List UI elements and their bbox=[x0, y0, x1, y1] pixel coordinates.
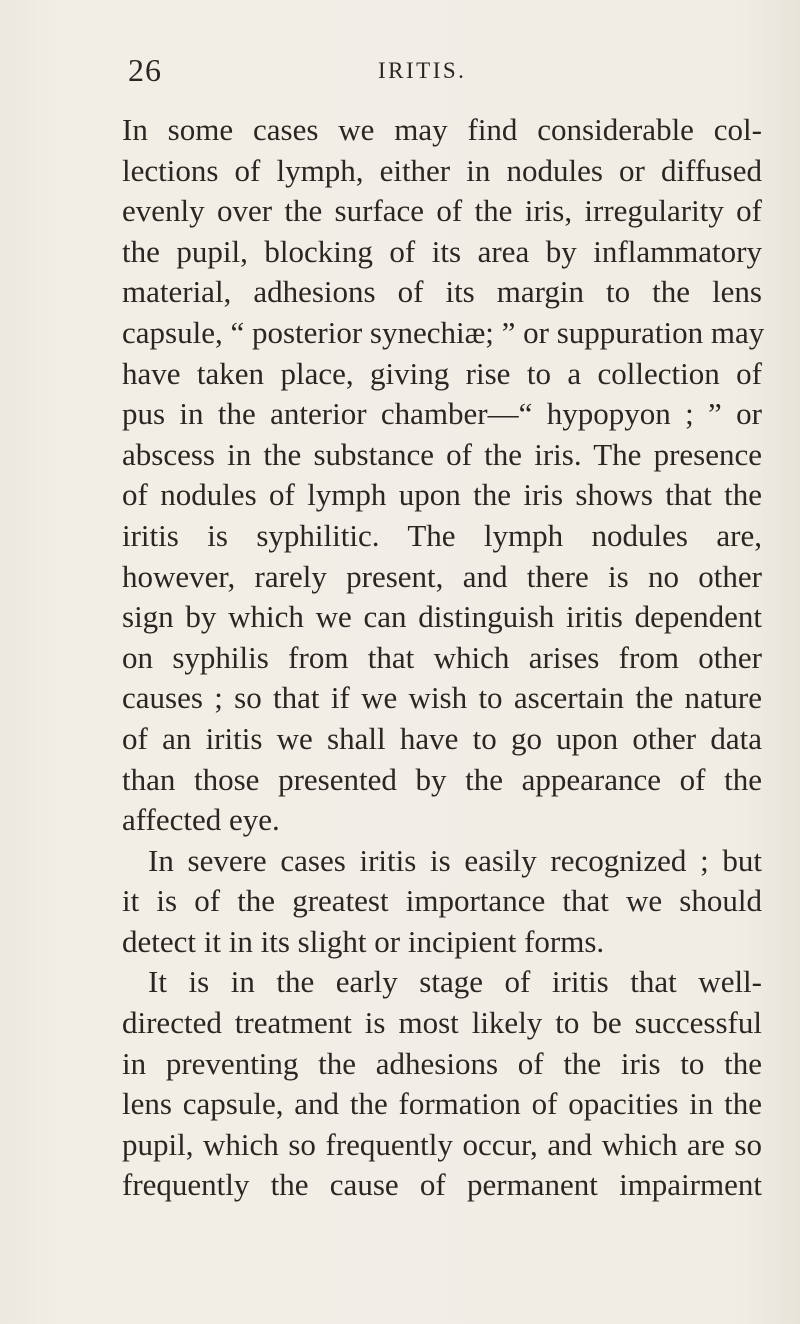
text-line: pupil, which so frequently occur, and which are so bbox=[122, 1126, 762, 1162]
text-line: of nodules of lymph upon the iris shows that the bbox=[122, 477, 762, 513]
text-line: however, rarely present, and there is no other bbox=[122, 558, 762, 594]
text-line: the pupil, blocking of its area by inflammatory bbox=[122, 233, 762, 269]
text-line: It is in the early stage of iritis that well- bbox=[148, 964, 762, 1000]
text-line: abscess in the substance of the iris. The presence bbox=[122, 436, 762, 472]
text-line: causes ; so that if we wish to ascertain the nature bbox=[122, 680, 762, 716]
text-line: material, adhesions of its margin to the lens bbox=[122, 274, 762, 310]
text-line: affected eye. bbox=[122, 802, 280, 838]
text-line: it is of the greatest importance that we should bbox=[122, 883, 762, 919]
text-line: of an iritis we shall have to go upon other data bbox=[122, 720, 762, 756]
text-line: pus in the anterior chamber—“ hypopyon ; ” or bbox=[122, 396, 762, 432]
text-line: in preventing the adhesions of the iris to the bbox=[122, 1045, 762, 1081]
text-line: evenly over the surface of the iris, irregularity of bbox=[122, 193, 762, 229]
text-line: have taken place, giving rise to a collection of bbox=[122, 355, 762, 391]
text-line: on syphilis from that which arises from other bbox=[122, 639, 762, 675]
body-text bbox=[122, 110, 765, 1206]
text-line: detect it in its slight or incipient forms. bbox=[122, 923, 605, 959]
text-line: lections of lymph, either in nodules or diffused bbox=[122, 152, 762, 188]
text-line: In severe cases iritis is easily recognized ; but bbox=[148, 842, 762, 878]
text-line: In some cases we may find considerable col- bbox=[122, 112, 762, 147]
text-line: iritis is syphilitic. The lymph nodules are, bbox=[122, 517, 762, 553]
page-number: 26 bbox=[128, 52, 162, 88]
running-head: IRITIS. bbox=[378, 58, 467, 83]
text-line: capsule, “ posterior synechiæ; ” or suppuration may bbox=[122, 314, 765, 350]
text-line: frequently the cause of permanent impairment bbox=[122, 1167, 762, 1203]
text-line: lens capsule, and the formation of opacities in the bbox=[122, 1086, 762, 1122]
text-line: than those presented by the appearance of the bbox=[122, 761, 762, 797]
text-line: sign by which we can distinguish iritis dependent bbox=[122, 599, 762, 635]
page-header bbox=[128, 52, 688, 92]
text-line: directed treatment is most likely to be successful bbox=[122, 1005, 762, 1041]
